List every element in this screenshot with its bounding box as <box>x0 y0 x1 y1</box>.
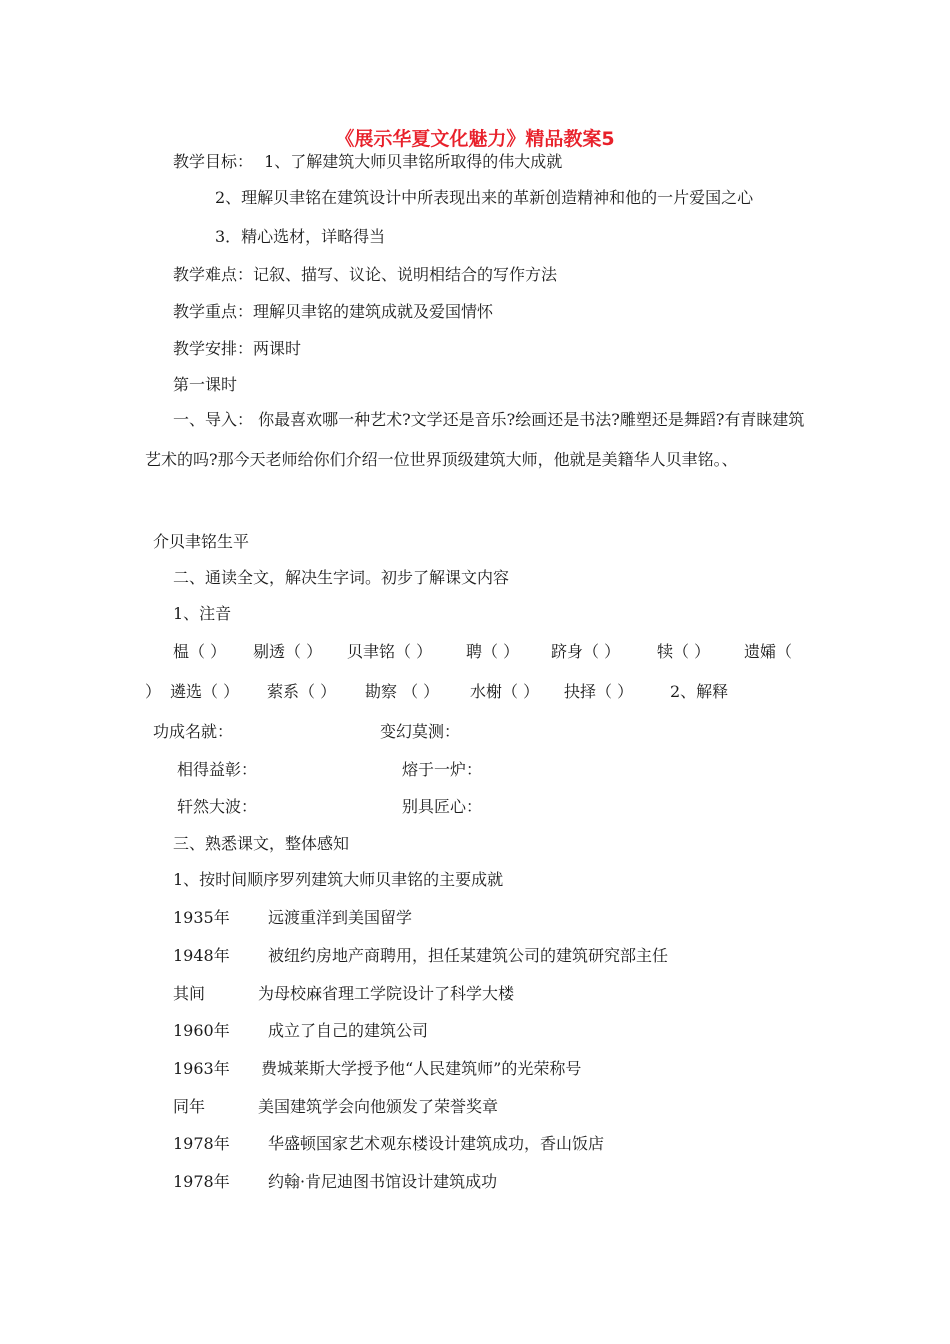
phonetic-label: 1、注音 <box>173 604 232 623</box>
timeline-year: 同年 <box>173 1097 206 1116</box>
phonetic-item: 勘察 （ ） <box>365 682 440 701</box>
term: 熔于一炉： <box>402 760 483 779</box>
phonetic-item: 榅（ ） <box>173 642 227 661</box>
teaching-focus: 教学重点：理解贝聿铭的建筑成就及爱国情怀 <box>173 302 494 321</box>
intro-paragraph <box>145 400 810 480</box>
section-two-heading: 二、通读全文，解决生字词。初步了解课文内容 <box>173 568 510 587</box>
timeline-year: 1978年 <box>173 1134 230 1153</box>
intro-text: 一、导入： 你最喜欢哪一种艺术?文学还是音乐?绘画还是书法?雕塑还是舞蹈?有青睐建筑艺术的吗?那今天老师给你们介绍一位世界顶级建筑大师，他就是美籍华人贝聿铭。、 <box>145 410 805 469</box>
phonetic-item: ） <box>145 682 162 701</box>
phonetic-item: 贝聿铭（ ） <box>347 642 433 661</box>
document-title: 《展示华夏文化魅力》精品教案5 <box>335 128 615 150</box>
timeline-event: 为母校麻省理工学院设计了科学大楼 <box>258 984 515 1003</box>
phonetic-item: 跻身（ ） <box>551 642 621 661</box>
term: 相得益彰： <box>177 760 258 779</box>
timeline-year: 1978年 <box>173 1172 230 1191</box>
timeline-year: 1963年 <box>173 1059 230 1078</box>
phonetic-item: 剔透（ ） <box>253 642 323 661</box>
teaching-goals-line <box>173 152 562 172</box>
goal-3: 3．精心选材，详略得当 <box>215 227 386 246</box>
goals-label: 教学目标： <box>173 152 254 171</box>
timeline-event: 被纽约房地产商聘用，担任某建筑公司的建筑研究部主任 <box>268 946 669 965</box>
phonetic-item: 聘（ ） <box>466 642 520 661</box>
term: 轩然大波： <box>177 797 258 816</box>
timeline-year: 1960年 <box>173 1021 230 1040</box>
timeline-event: 成立了自己的建筑公司 <box>268 1021 429 1040</box>
timeline-year: 其间 <box>173 984 206 1003</box>
timeline-event: 约翰·肯尼迪图书馆设计建筑成功 <box>268 1172 498 1191</box>
goal-2: 2、理解贝聿铭在建筑设计中所表现出来的革新创造精神和他的一片爱国之心 <box>215 188 754 207</box>
term: 功成名就： <box>153 722 234 741</box>
teaching-difficulty: 教学难点：记叙、描写、议论、说明相结合的写作方法 <box>173 265 558 284</box>
timeline-year: 1948年 <box>173 946 230 965</box>
timeline-event: 美国建筑学会向他颁发了荣誉奖章 <box>258 1097 499 1116</box>
timeline-event: 华盛顿国家艺术观东楼设计建筑成功，香山饭店 <box>268 1134 605 1153</box>
goal-1: 1、了解建筑大师贝聿铭所取得的伟大成就 <box>264 152 563 171</box>
timeline-event: 远渡重洋到美国留学 <box>268 908 413 927</box>
term: 变幻莫测： <box>380 722 461 741</box>
bio-heading: 介贝聿铭生平 <box>153 532 250 551</box>
lesson-one-heading: 第一课时 <box>173 375 238 394</box>
explain-label: 2、解释 <box>670 682 729 701</box>
timeline-label: 1、按时间顺序罗列建筑大师贝聿铭的主要成就 <box>173 870 504 889</box>
timeline-year: 1935年 <box>173 908 230 927</box>
phonetic-item: 萦系（ ） <box>267 682 337 701</box>
timeline-event: 费城莱斯大学授予他“人民建筑师”的光荣称号 <box>261 1059 582 1078</box>
term: 别具匠心： <box>402 797 483 816</box>
phonetic-item: 水榭（ ） <box>470 682 540 701</box>
teaching-schedule: 教学安排：两课时 <box>173 339 302 358</box>
phonetic-item: 遗孀（ <box>744 642 793 661</box>
phonetic-item: 抉择（ ） <box>564 682 634 701</box>
phonetic-item: 遴选（ ） <box>170 682 240 701</box>
section-three-heading: 三、熟悉课文，整体感知 <box>173 834 350 853</box>
phonetic-item: 犊（ ） <box>657 642 711 661</box>
